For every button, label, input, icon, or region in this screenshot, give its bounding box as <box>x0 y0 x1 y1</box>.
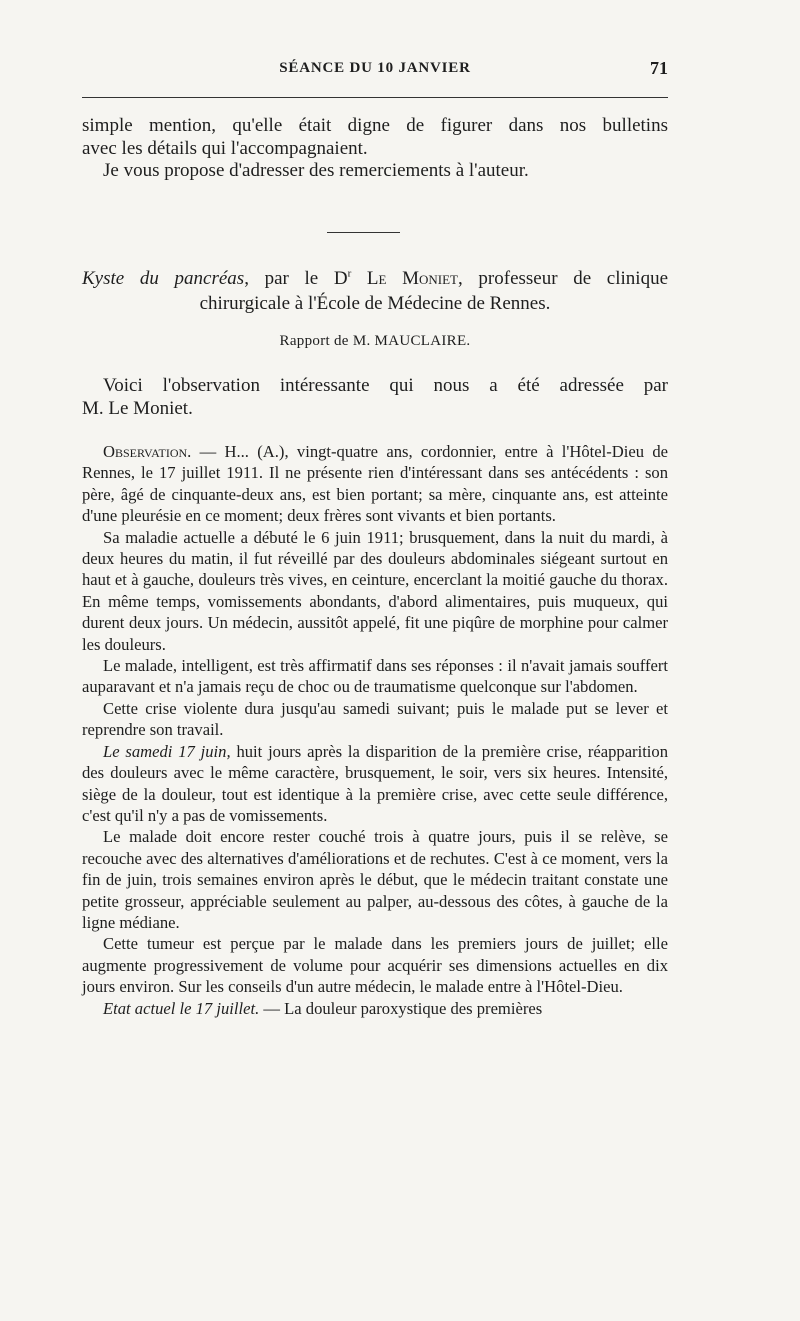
article-title-line-2: chirurgicale à l'École de Médecine de Rennes. <box>199 293 551 314</box>
header-rule <box>82 97 668 98</box>
observation-paragraph-7: Cette tumeur est perçue par le malade dans les premiers jours de juillet; elle augmente progressivement de volume pour acquérir ses dimensions actuelles en dix jours environ. Sur les conseils d'un autre médecin, le malade entre à l'Hôtel-Dieu. <box>82 934 668 997</box>
observation-paragraph-5 <box>82 741 668 827</box>
article-title-line-1 <box>82 266 668 291</box>
observation-p1-text: — H... (A.), vingt-quatre ans, cordonnier, entre à l'Hôtel-Dieu de Rennes, le 17 juillet 1911. Il ne présente rien d'intéressant dans ses antécédents : son père, âgé de cinquante-deux ans, est bien portant; sa mère, cinquante ans, est atteinte d'une pleurésie en ce moment; deux frères sont vivants et bien portants. <box>82 442 668 526</box>
intro-line-3: Je vous propose d'adresser des remerciements à l'auteur. <box>103 160 529 181</box>
observation-paragraph-3: Le malade, intelligent, est très affirmatif dans ses réponses : il n'avait jamais souffert auparavant et n'a jamais reçu de choc ou de traumatisme quelconque sur l'abdomen. <box>82 656 668 697</box>
section-separator <box>327 232 400 233</box>
rapport-line: Rapport de M. MAUCLAIRE. <box>279 333 471 349</box>
intro-line-2: avec les détails qui l'accompagnaient. <box>82 137 368 159</box>
observation-p8-text: — La douleur paroxystique des premières <box>259 998 543 1018</box>
article-title-italic: Kyste du pancréas <box>82 268 245 289</box>
article-author: Le Moniet <box>366 268 459 289</box>
observation-paragraph-1 <box>82 441 668 527</box>
lead-line-2: M. Le Moniet. <box>82 397 193 419</box>
article-title-rest: , professeur de clinique <box>458 268 668 289</box>
observation-label: Observation. <box>103 442 192 461</box>
article-heading <box>82 266 668 316</box>
rapport-block <box>82 332 668 350</box>
intro-line-1: simple mention, qu'elle était digne de figurer dans nos bulletins <box>82 115 668 136</box>
observation-p5-date: Le samedi 17 juin, <box>103 741 231 761</box>
lead-block <box>82 375 668 420</box>
intro-block <box>82 115 668 183</box>
article-title-sup: r <box>347 267 352 280</box>
observation-paragraph-8 <box>82 998 668 1019</box>
page-number: 71 <box>650 58 668 78</box>
observation-p8-heading: Etat actuel le 17 juillet. <box>103 998 260 1018</box>
running-title: SÉANCE DU 10 JANVIER <box>279 60 471 76</box>
observation-paragraph-6: Le malade doit encore rester couché trois à quatre jours, puis il se relève, se recouche avec des alternatives d'améliorations et de rechutes. C'est à ce moment, vers la fin de juin, trois semaines environ après le début, que le médecin traitant constate une petite grosseur, appréciable seulement au palper, au-dessous des côtes, à gauche de la ligne médiane. <box>82 827 668 932</box>
lead-line-1: Voici l'observation intéressante qui nous a été adressée par <box>103 375 668 396</box>
observation-p5-text: huit jours après la disparition de la première crise, réapparition des douleurs avec le même caractère, brusquement, le soir, vers six heures. Intensité, siège de la douleur, tout est identique à la première crise, avec cette seule différence, c'est qu'il n'y a pas de vomissements. <box>82 741 669 825</box>
running-head <box>82 56 668 86</box>
article-title-by: , par le D <box>244 268 348 289</box>
observation-body <box>82 441 668 1019</box>
observation-paragraph-2: Sa maladie actuelle a débuté le 6 juin 1911; brusquement, dans la nuit du mardi, à deux heures du matin, il fut réveillé par des douleurs abdominales siégeant surtout en haut et à gauche, douleurs très vives, en ceinture, encerclant la moitié gauche du thorax. En même temps, vomissements abondants, d'abord alimentaires, puis muqueux, qui durent deux jours. Un médecin, aussitôt appelé, fit une piqûre de morphine pour calmer les douleurs. <box>82 527 668 654</box>
observation-paragraph-4: Cette crise violente dura jusqu'au samedi suivant; puis le malade put se lever et reprendre son travail. <box>82 698 668 740</box>
